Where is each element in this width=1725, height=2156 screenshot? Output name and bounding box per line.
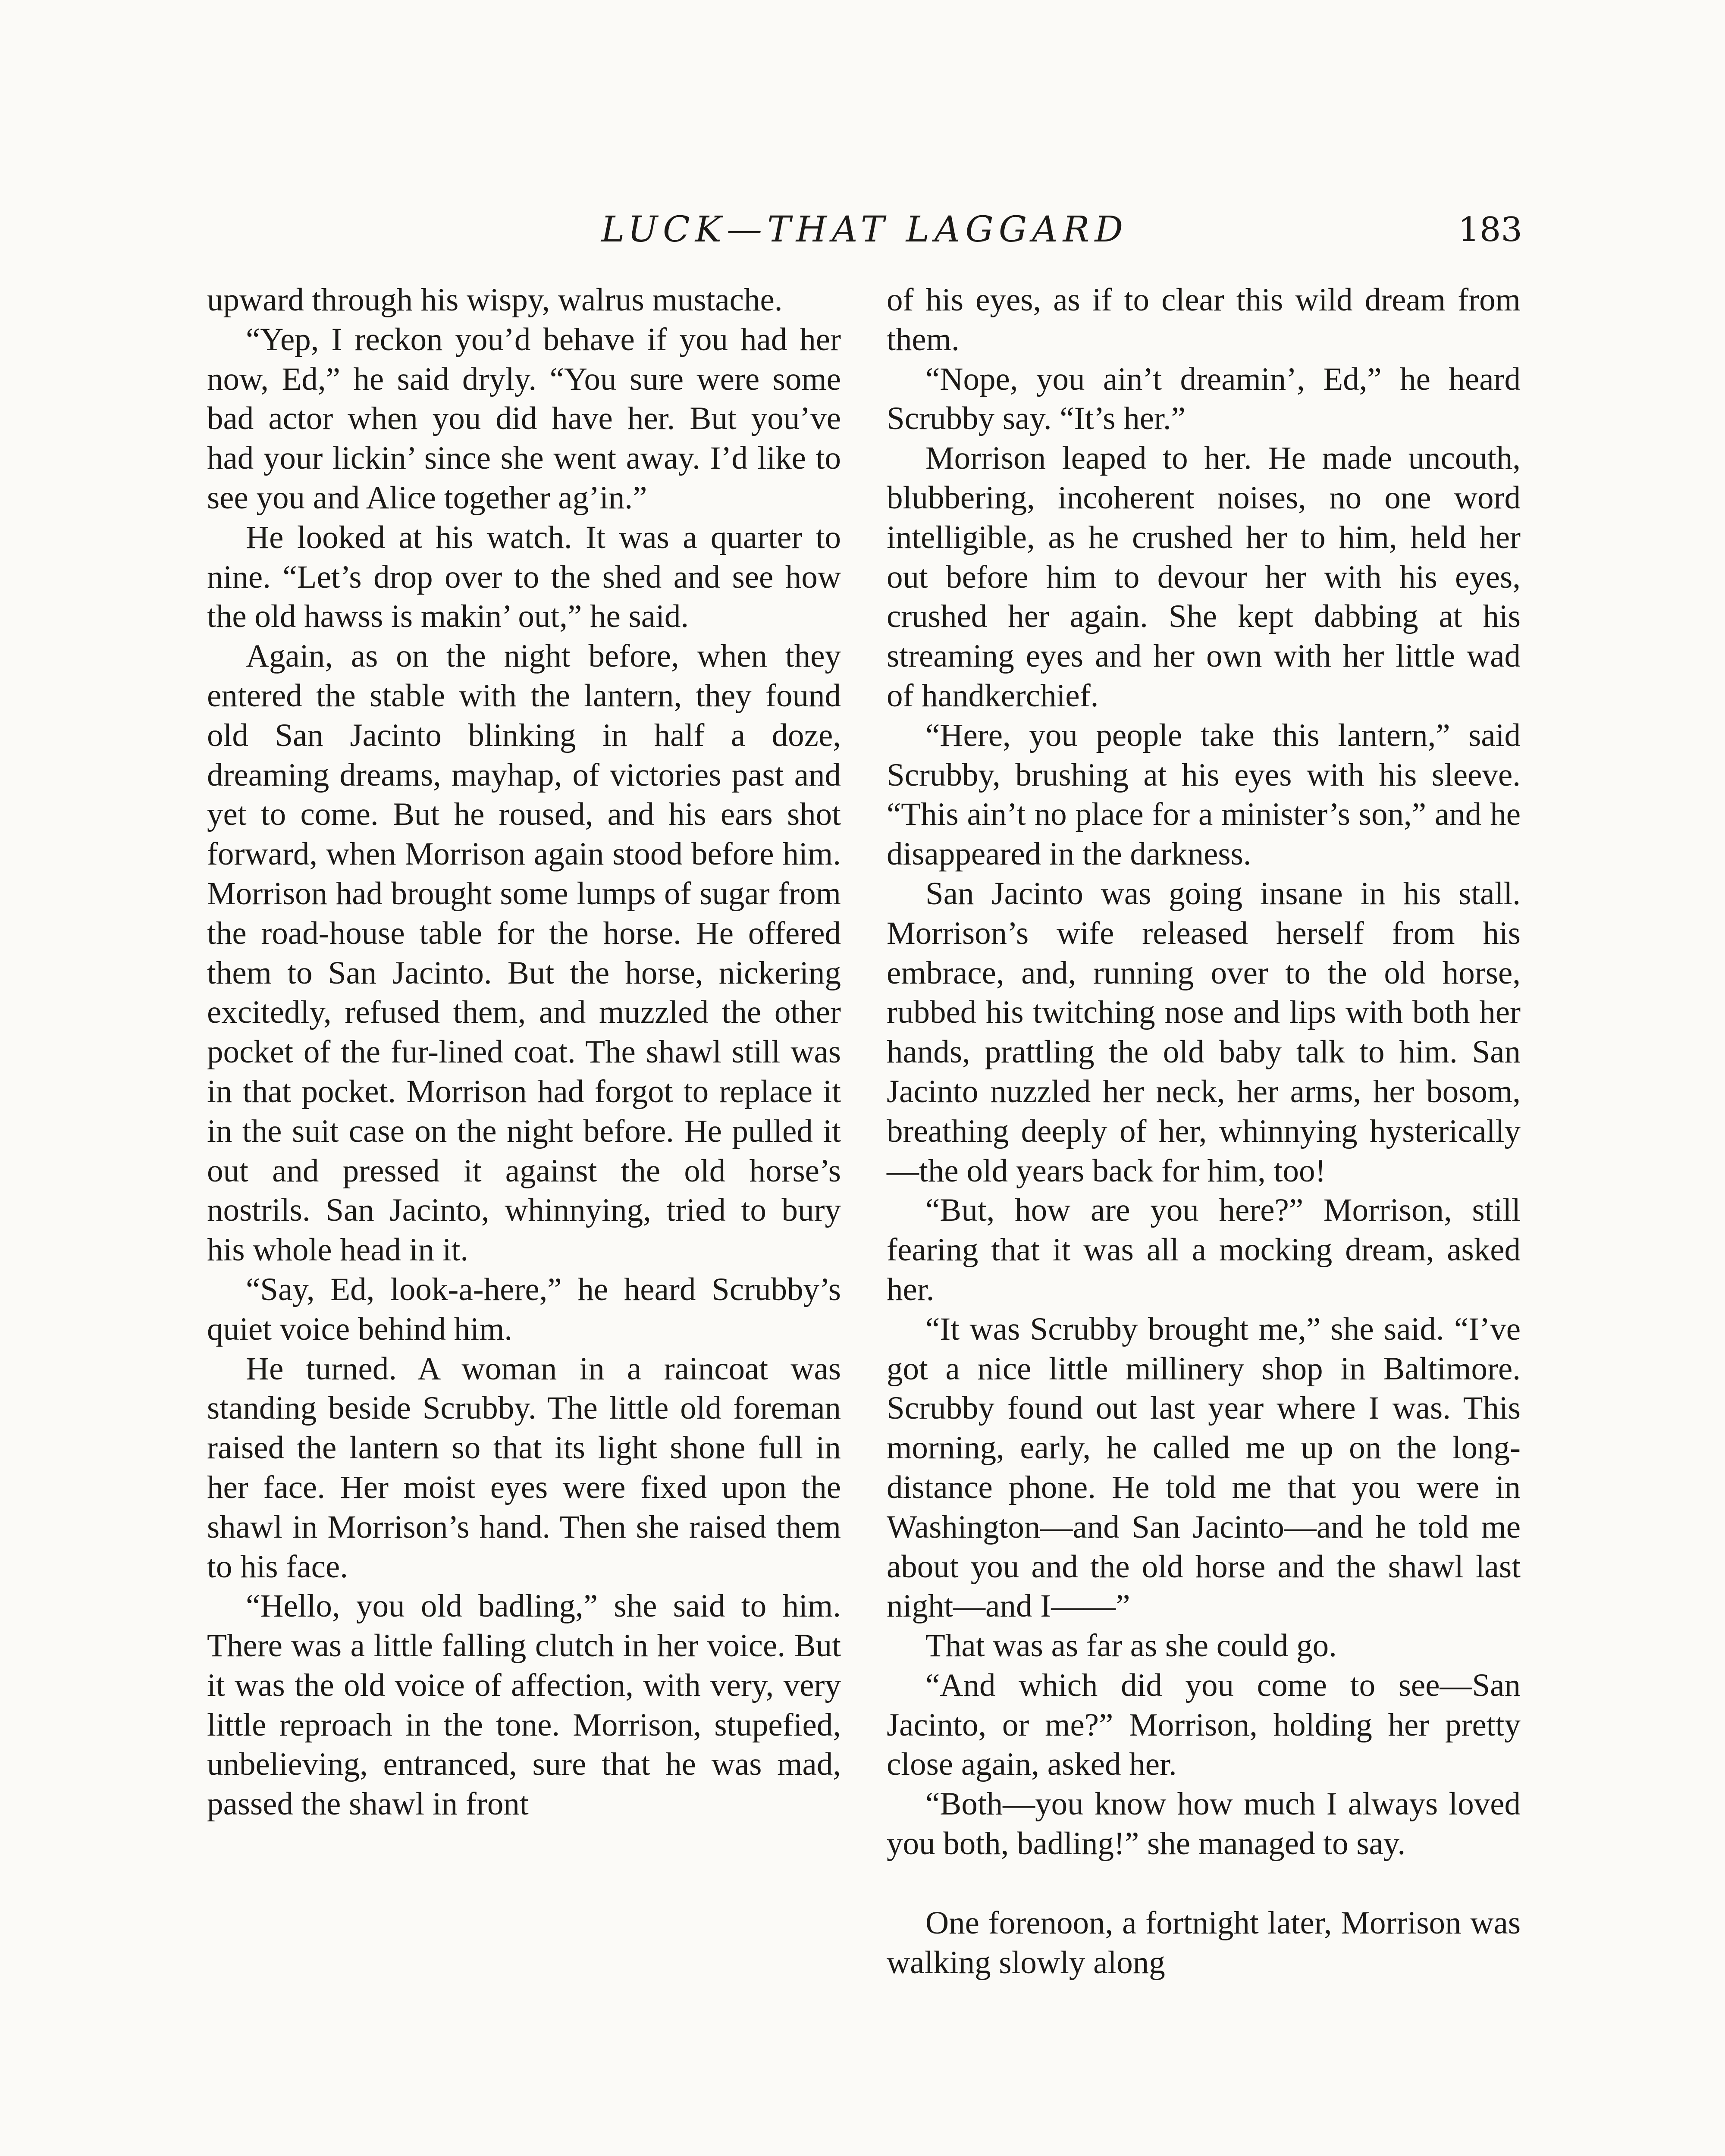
paragraph: He looked at his watch. It was a quarter to nine. “Let’s drop over to the shed and see how the old hawss is makin’ out,” he said. xyxy=(207,519,841,635)
paragraph: “Nope, you ain’t dreamin’, Ed,” he heard Scrubby say. “It’s her.” xyxy=(887,361,1521,437)
paragraph: He turned. A woman in a raincoat was standing beside Scrubby. The little old foreman raised the lantern so that its light shone full in her face. Her moist eyes were fixed upon the shawl in Morrison’s hand. Then she raised them to his face. xyxy=(207,1351,841,1585)
paragraph: upward through his wispy, walrus mustache. xyxy=(207,282,783,318)
paragraph: One forenoon, a fortnight later, Morrison was walking slowly along xyxy=(887,1905,1521,1981)
paragraph: “Say, Ed, look-a-here,” he heard Scrubby’s quiet voice behind him. xyxy=(207,1271,841,1347)
running-title: LUCK—THAT LAGGARD xyxy=(601,209,1129,250)
paragraph: of his eyes, as if to clear this wild dream from them. xyxy=(887,282,1521,357)
left-column xyxy=(207,280,841,1824)
paragraph: “But, how are you here?” Morrison, still fearing that it was all a mocking dream, asked her. xyxy=(887,1192,1521,1307)
paragraph: “Both—you know how much I always loved you both, badling!” she managed to say. xyxy=(887,1786,1521,1862)
paragraph: “It was Scrubby brought me,” she said. “I’ve got a nice little millinery shop in Baltimore. Scrubby found out last year where I was. This morning, early, he called me up on the long-distance phone. He told me that you were in Washington—and San Jacinto—and he told me about you and the old horse and the shawl last night—and I——” xyxy=(887,1311,1521,1624)
paragraph: That was as far as she could go. xyxy=(925,1628,1337,1664)
paragraph: “Yep, I reckon you’d behave if you had her now, Ed,” he said dryly. “You sure were some bad actor when you did have her. But you’ve had your lickin’ since she went away. I’d like to see you and Alice together ag’in.” xyxy=(207,321,841,516)
paragraph: “Hello, you old badling,” she said to him. There was a little falling clutch in her voice. But it was the old voice of affection, with very, very little reproach in the tone. Morrison, stupefied, unbelieving, entranced, sure that he was mad, passed the shawl in front xyxy=(207,1588,841,1822)
paragraph: Morrison leaped to her. He made uncouth, blubbering, incoherent noises, no one word intelligible, as he crushed her to him, held her out before him to devour her with his eyes, crushed her again. She kept dabbing at his streaming eyes and her own with her little wad of handkerchief. xyxy=(887,440,1521,714)
paragraph: Again, as on the night before, when they entered the stable with the lantern, they found old San Jacinto blinking in half a doze, dreaming dreams, mayhap, of victories past and yet to come. But he roused, and his ears shot forward, when Morrison again stood before him. Morrison had brought some lumps of sugar from the road-house table for the horse. He offered them to San Jacinto. But the horse, nickering excitedly, refused them, and muzzled the other pocket of the fur-lined coat. The shawl still was in that pocket. Morrison had forgot to replace it in the suit case on the night before. He pulled it out and pressed it against the old horse’s nostrils. San Jacinto, whinnying, tried to bury his whole head in it. xyxy=(207,638,841,1268)
paragraph: San Jacinto was going insane in his stall. Morrison’s wife released herself from his embrace, and, running over to the old horse, rubbed his twitching nose and lips with both her hands, prattling the old baby talk to him. San Jacinto nuzzled her neck, her arms, her bosom, breathing deeply of her, whinnying hysterically—the old years back for him, too! xyxy=(887,875,1521,1189)
page-number: 183 xyxy=(1458,210,1522,249)
paragraph: “And which did you come to see—San Jacinto, or me?” Morrison, holding her pretty close again, asked her. xyxy=(887,1667,1521,1783)
paragraph: “Here, you people take this lantern,” said Scrubby, brushing at his eyes with his sleeve. “This ain’t no place for a minister’s son,” and he disappeared in the darkness. xyxy=(887,717,1521,872)
right-column xyxy=(887,280,1521,1982)
page-header xyxy=(207,206,1522,254)
